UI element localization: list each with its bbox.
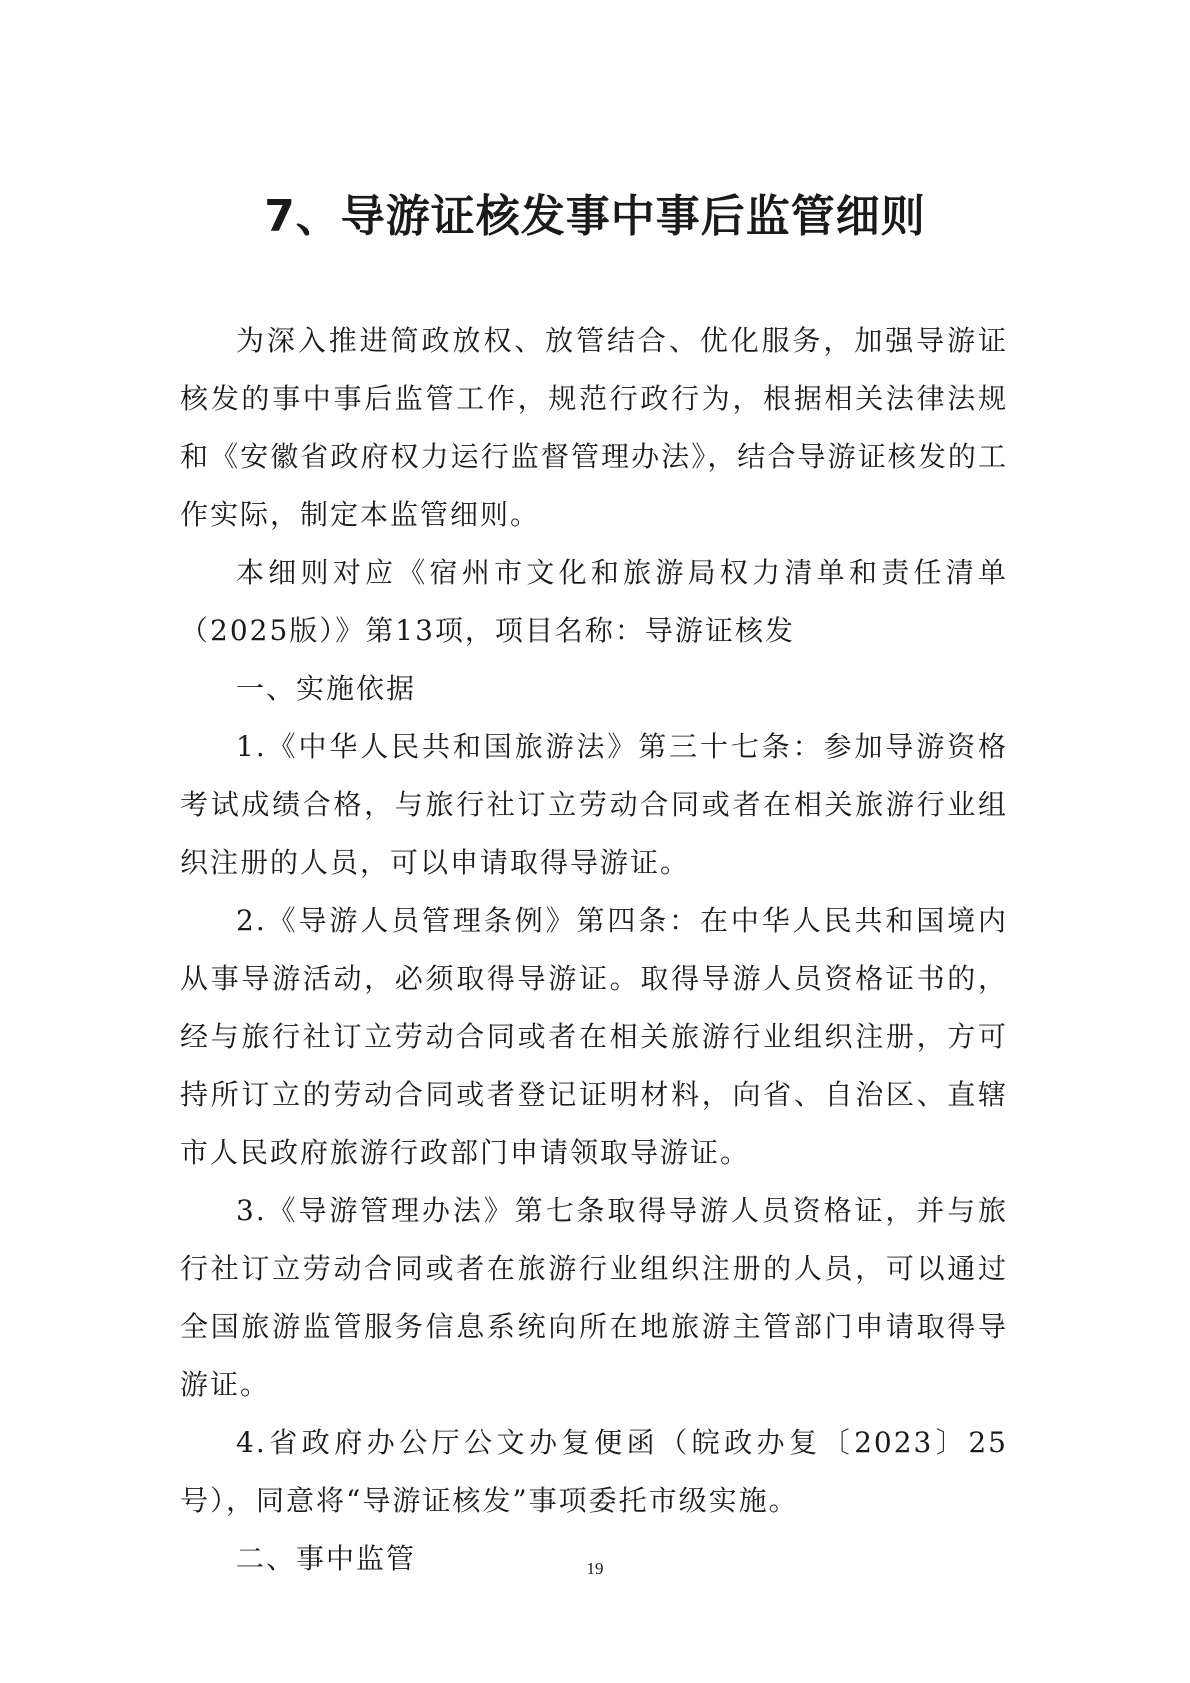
basis-item-3: 3.《导游管理办法》第七条取得导游人员资格证，并与旅行社订立劳动合同或者在旅游行业组织注册的人员，可以通过全国旅游监管服务信息系统向所在地旅游主管部门申请取得导游证。 — [180, 1194, 1008, 1401]
basis-item-2: 2.《导游人员管理条例》第四条：在中华人民共和国境内从事导游活动，必须取得导游证。取得导游人员资格证书的，经与旅行社订立劳动合同或者在相关旅游行业组织注册，方可持所订立的劳动合同或者登记证明材料，向省、自治区、直辖市人民政府旅游行政部门申请领取导游证。 — [180, 904, 1008, 1169]
section-heading-basis: 一、实施依据 — [236, 672, 417, 705]
basis-item-1: 1.《中华人民共和国旅游法》第三十七条：参加导游资格考试成绩合格，与旅行社订立劳动合同或者在相关旅游行业组织注册的人员，可以申请取得导游证。 — [180, 730, 1008, 879]
section-heading-supervision: 二、事中监管 — [236, 1542, 417, 1575]
page-number: 19 — [586, 1559, 604, 1578]
document-body — [180, 312, 1008, 1588]
correspondence-paragraph: 本细则对应《宿州市文化和旅游局权力清单和责任清单（2025版）》第13项，项目名称：导游证核发 — [180, 556, 1008, 647]
document-title: 7、导游证核发事中事后监管细则 — [264, 191, 926, 243]
basis-item-4: 4.省政府办公厅公文办复便函（皖政办复〔2023〕25号），同意将“导游证核发”事项委托市级实施。 — [180, 1426, 1008, 1517]
intro-paragraph: 为深入推进简政放权、放管结合、优化服务，加强导游证核发的事中事后监管工作，规范行政行为，根据相关法律法规和《安徽省政府权力运行监督管理办法》，结合导游证核发的工作实际，制定本监管细则。 — [180, 324, 1008, 531]
